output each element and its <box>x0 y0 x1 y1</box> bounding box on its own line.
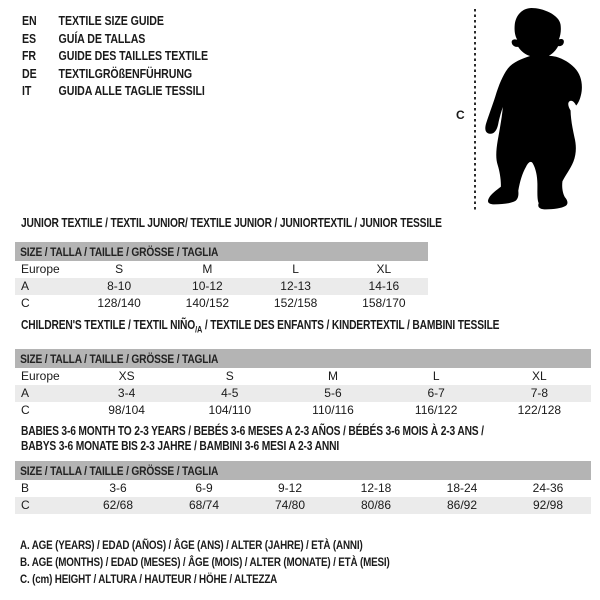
footnotes <box>20 537 471 588</box>
lang-row-en <box>22 13 208 31</box>
cell: 140/152 <box>185 296 230 310</box>
cell: 7-8 <box>488 385 591 402</box>
row-label: B <box>21 481 30 495</box>
baby-silhouette-icon <box>481 5 594 211</box>
size-header-text: SIZE / TALLA / TAILLE / GRÖSSE / TAGLIA <box>20 351 219 366</box>
cell: 86/92 <box>419 497 505 514</box>
children-table-section <box>15 318 591 419</box>
cell: 110/116 <box>312 402 354 417</box>
cell: 128/140 <box>97 296 141 310</box>
lang-code: IT <box>22 84 32 98</box>
cell: 24-36 <box>532 481 564 495</box>
lang-row-es <box>22 31 208 49</box>
babies-table-section <box>15 424 591 514</box>
table-row <box>15 402 591 419</box>
cell: 68/74 <box>161 497 247 514</box>
cell: 8-10 <box>75 278 163 295</box>
lang-code: FR <box>22 49 36 63</box>
row-label: A <box>15 278 75 295</box>
cell: XS <box>118 368 135 383</box>
cell: 62/68 <box>75 497 161 514</box>
cell: XL <box>376 262 392 276</box>
cell: 80/86 <box>333 497 419 514</box>
lang-title: TEXTILE SIZE GUIDE <box>58 14 164 28</box>
cell: M <box>327 368 338 383</box>
table-row <box>15 278 428 295</box>
baby-figure-area <box>450 5 600 215</box>
language-title-list <box>22 13 208 101</box>
cell: L <box>432 368 440 383</box>
cell: 104/110 <box>208 402 252 417</box>
cell: 5-6 <box>281 385 384 402</box>
cell: 3-4 <box>75 385 178 402</box>
height-measure-line <box>474 9 476 212</box>
lang-code: DE <box>22 66 37 81</box>
cell: XL <box>532 368 547 383</box>
cell: 6-7 <box>385 385 488 402</box>
row-label: A <box>15 385 75 402</box>
size-header-bar <box>15 349 591 368</box>
junior-table-title: JUNIOR TEXTILE / TEXTIL JUNIOR/ TEXTILE JUNIOR / JUNIORTEXTIL / JUNIOR TESSILE <box>21 216 442 230</box>
height-measure-label: C <box>456 108 465 122</box>
size-header-bar <box>15 461 591 480</box>
junior-size-table <box>15 261 428 312</box>
title-subscript: /A <box>195 324 203 335</box>
table-row <box>15 385 591 402</box>
row-label: Europe <box>21 262 60 276</box>
lang-title: GUIDE DES TAILLES TEXTILE <box>58 49 208 63</box>
cell: 14-16 <box>340 278 428 295</box>
cell: 74/80 <box>247 497 333 514</box>
children-size-table <box>15 368 591 419</box>
size-header-bar <box>15 242 428 261</box>
row-label: C <box>15 497 75 514</box>
cell: 98/104 <box>108 402 145 417</box>
children-table-title <box>21 318 500 338</box>
babies-size-table <box>15 480 591 514</box>
cell: 3-6 <box>109 481 127 495</box>
cell: 116/122 <box>414 402 458 417</box>
footnote-a: A. AGE (YEARS) / EDAD (AÑOS) / ÂGE (ANS) / ALTER (JAHRE) / ETÀ (ANNI) <box>20 538 363 552</box>
cell: 6-9 <box>195 481 213 495</box>
cell: L <box>292 262 299 276</box>
cell: 18-24 <box>446 481 478 495</box>
title-part: / TEXTILE DES ENFANTS / KINDERTEXTIL / BAMBINI TESSILE <box>202 318 500 332</box>
table-row <box>15 295 428 312</box>
cell: S <box>115 262 124 276</box>
cell: S <box>225 368 234 383</box>
row-label: Europe <box>21 368 60 383</box>
lang-row-de <box>22 66 208 84</box>
babies-table-title-line2: BABYS 3-6 MONATE BIS 2-3 JAHRE / BAMBINI 3-6 MESI A 2-3 ANNI <box>21 439 340 453</box>
title-part: CHILDREN'S TEXTILE / TEXTIL NIÑO <box>21 318 196 332</box>
lang-title: GUÍA DE TALLAS <box>58 31 146 46</box>
table-row <box>15 261 428 278</box>
lang-title: GUIDA ALLE TAGLIE TESSILI <box>58 84 205 98</box>
size-header-text: SIZE / TALLA / TAILLE / GRÖSSE / TAGLIA <box>20 245 219 259</box>
footnote-c: C. (cm) HEIGHT / ALTURA / HAUTEUR / HÖHE / ALTEZZA <box>20 572 278 586</box>
cell: 9-12 <box>277 481 303 495</box>
cell: 10-12 <box>163 278 251 295</box>
cell: 158/170 <box>362 296 406 310</box>
row-label: C <box>21 402 30 417</box>
lang-title: TEXTILGRÖßENFÜHRUNG <box>58 66 193 81</box>
cell: 122/128 <box>517 402 562 417</box>
lang-row-fr <box>22 48 208 66</box>
row-label: C <box>21 296 30 310</box>
lang-code: ES <box>22 31 37 46</box>
junior-table-section <box>15 216 442 312</box>
table-row <box>15 368 591 385</box>
table-row <box>15 480 591 497</box>
cell: 12-18 <box>360 481 392 495</box>
babies-table-title-line1: BABIES 3-6 MONTH TO 2-3 YEARS / BEBÉS 3-6 MESES A 2-3 AÑOS / BÉBÉS 3-6 MOIS À 2-3 ANS / <box>21 424 484 438</box>
cell: 152/158 <box>273 296 318 310</box>
lang-code: EN <box>22 14 37 28</box>
footnote-b: B. AGE (MONTHS) / EDAD (MESES) / ÂGE (MOIS) / ALTER (MONATE) / ETÀ (MESI) <box>20 555 390 569</box>
cell: 4-5 <box>178 385 281 402</box>
cell: M <box>202 262 213 276</box>
lang-row-it <box>22 83 208 101</box>
cell: 12-13 <box>252 278 340 295</box>
cell: 92/98 <box>505 497 591 514</box>
table-row <box>15 497 591 514</box>
size-header-text: SIZE / TALLA / TAILLE / GRÖSSE / TAGLIA <box>20 464 219 478</box>
